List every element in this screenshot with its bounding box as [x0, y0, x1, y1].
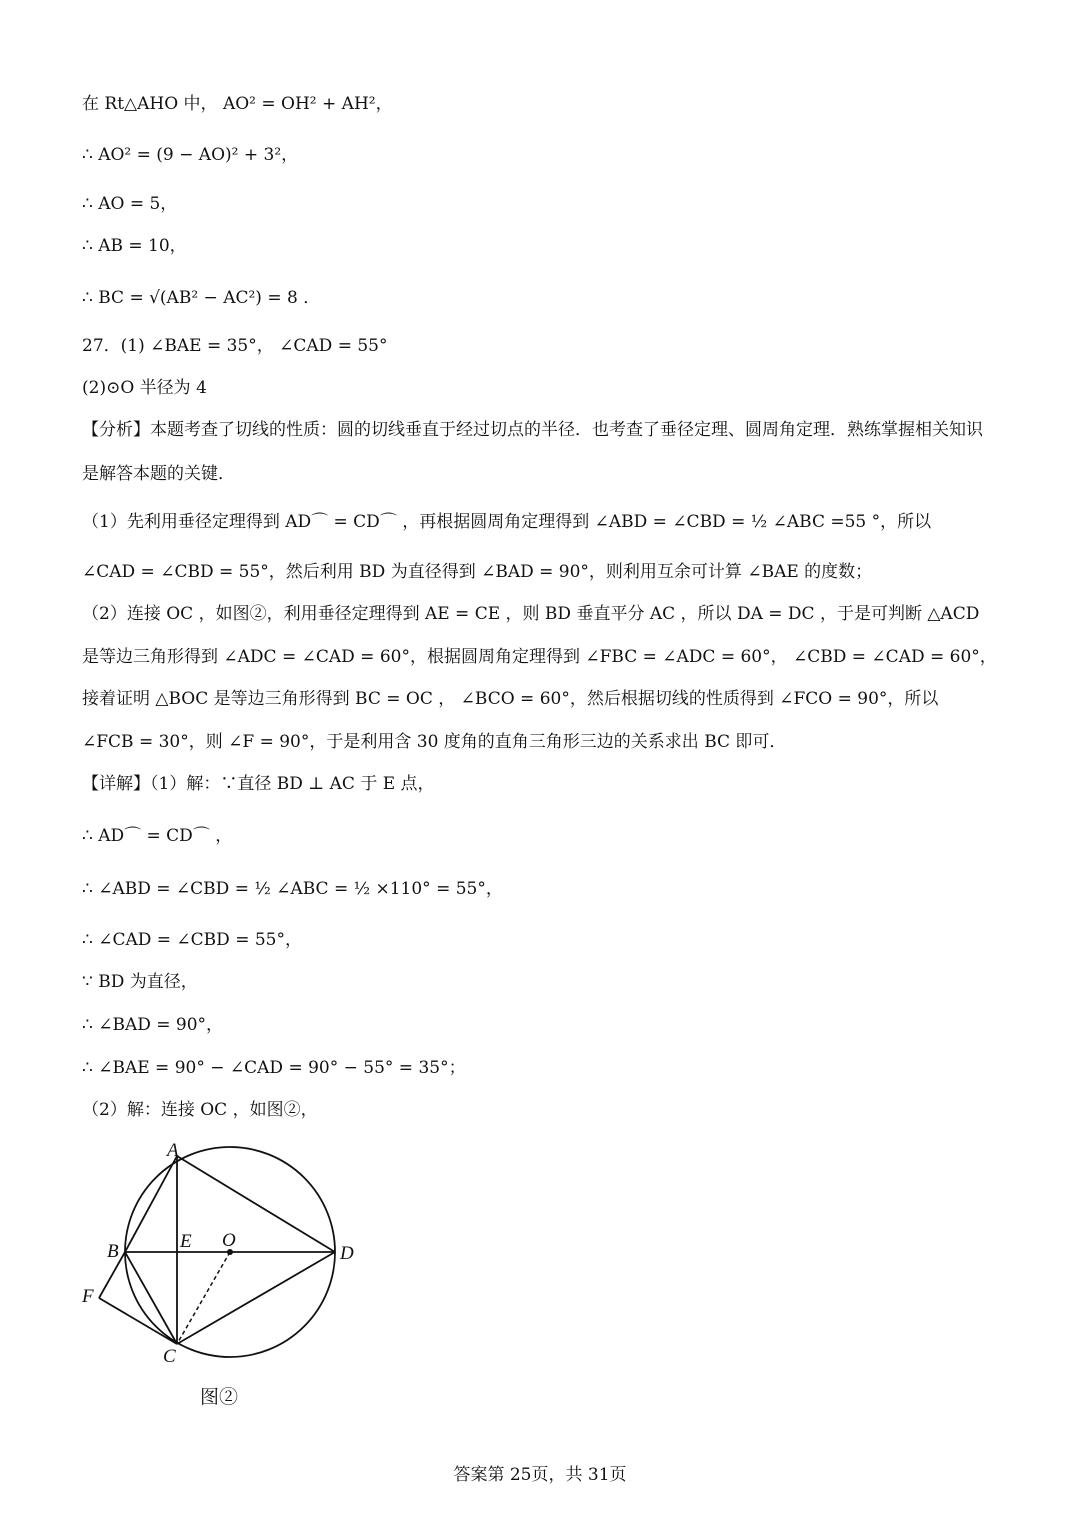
page-footer: 答案第 25页，共 31页 [453, 1465, 627, 1485]
line-12: 是等边三角形得到 ∠ADC = ∠CAD = 60°，根据圆周角定理得到 ∠FBC = ∠ADC = 60°， ∠CBD = ∠CAD = 60°， [82, 647, 997, 667]
label-b: B [107, 1241, 119, 1262]
line-2: ∴ AO² = (9 − AO)² + 3²， [82, 145, 299, 165]
line-9: （1）先利用垂径定理得到 AD⌒ = CD⌒ ，再根据圆周角定理得到 ∠ABD = ∠CBD = ½ ∠ABC =55 °，所以 [82, 512, 932, 532]
line-1: 在 Rt△AHO 中， AO² = OH² + AH²， [82, 94, 393, 114]
label-f: F [82, 1286, 94, 1307]
line-20: ∴ ∠BAD = 90°， [82, 1015, 224, 1035]
segment-oc-dashed [177, 1252, 230, 1344]
line-13: 接着证明 △BOC 是等边三角形得到 BC = OC ， ∠BCO = 60°，然后根据切线的性质得到 ∠FCO = 90°，所以 [82, 689, 939, 709]
line-10: ∠CAD = ∠CBD = 55°，然后利用 BD 为直径得到 ∠BAD = 90°，则利用互余可计算 ∠BAE 的度数； [82, 562, 873, 582]
line-19: ∵ BD 为直径， [82, 972, 198, 992]
line-21: ∴ ∠BAE = 90° − ∠CAD = 90° − 55° = 35°； [82, 1058, 466, 1078]
segment-ad [177, 1156, 335, 1252]
line-6: 27．(1) ∠BAE = 35°， ∠CAD = 55° [82, 336, 388, 356]
label-d: D [340, 1243, 354, 1264]
line-22: （2）解：连接 OC ，如图②， [82, 1100, 318, 1120]
line-16: ∴ AD⌒ = CD⌒ ， [82, 826, 233, 846]
line-7: (2)⊙O 半径为 4 [82, 378, 207, 398]
label-a: A [167, 1140, 179, 1161]
line-15: 【详解】（1）解：∵直径 BD ⊥ AC 于 E 点， [82, 774, 435, 794]
line-4: ∴ AB = 10， [82, 236, 187, 256]
label-e: E [180, 1231, 192, 1252]
label-c: C [163, 1346, 176, 1367]
line-14: ∠FCB = 30°，则 ∠F = 90°，于是利用含 30 度角的直角三角形三边的关系求出 BC 即可． [82, 732, 787, 752]
line-17: ∴ ∠ABD = ∠CBD = ½ ∠ABC = ½ ×110° = 55°， [82, 879, 503, 899]
geometry-figure [70, 1130, 370, 1380]
segment-cd [177, 1252, 335, 1344]
analysis-paragraph: 【分析】本题考查了切线的性质：圆的切线垂直于经过切点的半径．也考查了垂径定理、圆周角定理．熟练掌握相关知识是解答本题的关键． [82, 420, 983, 484]
line-5: ∴ BC = √(AB² − AC²) = 8 ． [82, 288, 321, 308]
segment-ab [125, 1156, 177, 1252]
line-11: （2）连接 OC ，如图②，利用垂径定理得到 AE = CE ，则 BD 垂直平分 AC ，所以 DA = DC ，于是可判断 △ACD [82, 604, 980, 624]
figure-caption: 图② [200, 1386, 239, 1408]
label-o: O [222, 1230, 236, 1251]
segment-bc [125, 1252, 177, 1344]
segment-fc [99, 1298, 177, 1344]
line-3: ∴ AO = 5， [82, 194, 178, 214]
line-18: ∴ ∠CAD = ∠CBD = 55°， [82, 930, 302, 950]
